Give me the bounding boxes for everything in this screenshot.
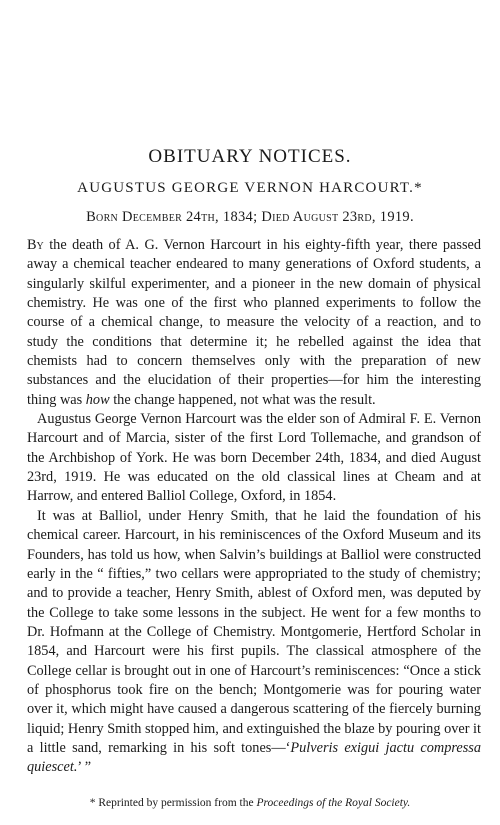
paragraph-text-end: ’ ” xyxy=(77,759,92,776)
paragraph-3 xyxy=(27,507,481,778)
paragraph-text-end: the change happened, not what was the result. xyxy=(109,391,376,408)
latin-quotation: Pulveris exigui jactu compressa quiescet. xyxy=(27,739,481,776)
paragraph-text: Augustus George Vernon Harcourt was the elder son of Admiral F. E. Vernon Harcourt and of Marcia, sister of the first Lord Tollemache, and grandson of the Archbishop of York. He was born December 24th, 1834, and died August 23rd, 1919. He was educated on the old classical lines at Cheam and at Harrow, and entered Balliol College, Oxford, in 1854. xyxy=(27,411,481,505)
paragraph-1 xyxy=(27,236,481,410)
paragraph-text: the death of A. G. Vernon Harcourt in his eighty-fifth year, there passed away a chemical teacher endeared to many generations of Oxford students, a singularly skilful experimenter, and a pioneer in the new domain of physical chemistry. He was one of the first who planned experiments to follow the course of a chemical change, to measure the velocity of a reaction, and to study the conditions that determine it; he rebelled against the idea that chemists had to concern themselves only with the preparation of new substances and the elucidation of their properties—for him the interesting thing was xyxy=(27,237,481,408)
obituary-subject: AUGUSTUS GEORGE VERNON HARCOURT.* xyxy=(77,180,423,196)
obituary-body xyxy=(27,236,481,778)
journal-title: Proceedings of the Royal Society. xyxy=(256,797,411,809)
emphasis: how xyxy=(85,391,110,408)
section-heading: OBITUARY NOTICES. xyxy=(148,146,352,167)
footnote xyxy=(0,796,500,810)
drop-lead-word: By xyxy=(27,237,44,253)
paragraph-2 xyxy=(27,410,481,507)
footnote-text: * Reprinted by permission from the xyxy=(89,797,257,809)
life-dates: Born December 24th, 1834; Died August 23rd, 1919. xyxy=(86,209,414,225)
paragraph-text: It was at Balliol, under Henry Smith, that he laid the foundation of his chemical career. Harcourt, in his reminiscences of the Oxford Museum and its Founders, has told us how, when Salvin’s buildings at Balliol were constructed early in the “ fifties,” two cellars were appropriated to the study of chemistry; and to provide a teacher, Henry Smith, ablest of Oxford men, was deputed by the College to take some lessons in the subject. He went for a few months to Dr. Hofmann at the College of Chemistry. Montgomerie, Hertford Scholar in 1854, and Harcourt were his first pupils. The classical atmosphere of the College cellar is brought out in one of Harcourt’s reminiscences: “Once a stick of phosphorus took fire on the bench; Montgomerie was for pouring water over it, which might have caused a dangerous scattering of the fiercely burning liquid; Henry Smith stopped him, and extinguished the blaze by pouring over it a little sand, remarking in his soft tones—‘ xyxy=(27,507,481,756)
